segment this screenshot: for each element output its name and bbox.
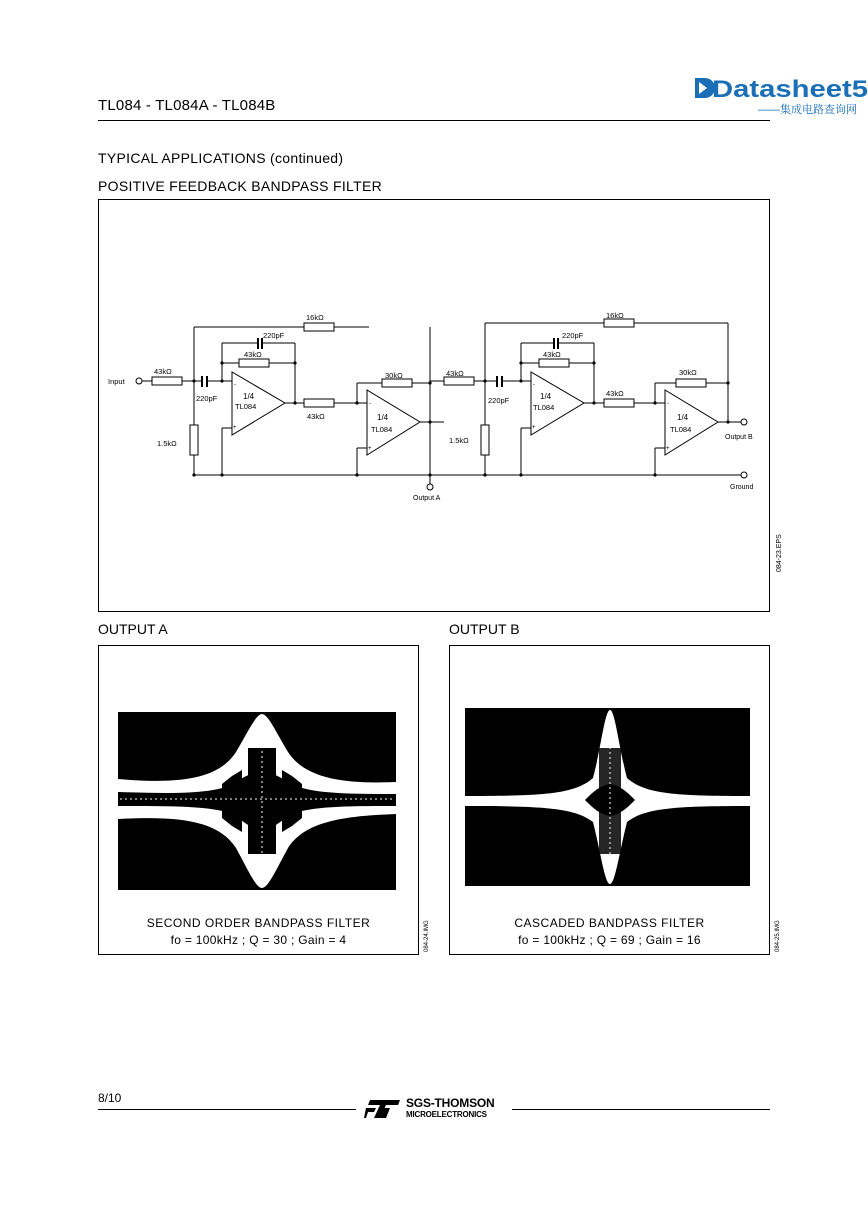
svg-text:+: + — [368, 446, 372, 452]
svg-text:-: - — [234, 382, 236, 388]
svg-text:16kΩ: 16kΩ — [606, 311, 624, 320]
svg-text:1.5kΩ: 1.5kΩ — [157, 439, 177, 448]
svg-text:+: + — [532, 425, 536, 431]
output-b-caption-params: fo = 100kHz ; Q = 69 ; Gain = 16 — [518, 933, 701, 947]
resistor-mid-a — [304, 399, 334, 407]
svg-text:220pF: 220pF — [196, 394, 218, 403]
output-b-panel — [449, 645, 770, 955]
output-b-figure-id: 084-25.IMG — [775, 920, 781, 952]
svg-text:TL084: TL084 — [371, 425, 393, 434]
svg-text:-: - — [667, 401, 669, 407]
output-b-caption-title: CASCADED BANDPASS FILTER — [514, 916, 705, 930]
footer-brand: SGS-THOMSON — [406, 1096, 495, 1110]
footer-brand-sub: MICROELECTRONICS — [406, 1110, 487, 1119]
bandpass-schematic — [98, 199, 770, 612]
svg-text:Output B: Output B — [725, 434, 753, 441]
output-a-caption-title: SECOND ORDER BANDPASS FILTER — [146, 916, 371, 930]
svg-text:220pF: 220pF — [488, 396, 510, 405]
svg-text:-: - — [369, 401, 371, 407]
svg-text:30kΩ: 30kΩ — [679, 368, 697, 377]
svg-text:Output A: Output A — [413, 495, 441, 502]
svg-text:1/4: 1/4 — [243, 392, 255, 401]
logo-text: Datasheet5 — [712, 76, 868, 103]
svg-text:220pF: 220pF — [562, 331, 584, 340]
footer-rule-right — [512, 1109, 770, 1110]
svg-text:43kΩ: 43kΩ — [543, 350, 561, 359]
resistor-fb-a — [239, 359, 269, 367]
output-a-heading: OUTPUT A — [98, 621, 168, 637]
schematic-figure-id: 084-23.EPS — [776, 534, 783, 572]
figure-heading: POSITIVE FEEDBACK BANDPASS FILTER — [98, 178, 383, 194]
resistor-r1 — [152, 377, 182, 385]
svg-text:43kΩ: 43kΩ — [154, 367, 172, 376]
svg-text:1/4: 1/4 — [377, 413, 389, 422]
svg-text:1.5kΩ: 1.5kΩ — [449, 436, 469, 445]
svg-text:1/4: 1/4 — [540, 392, 552, 401]
svg-text:+: + — [666, 446, 670, 452]
output-b-oscillogram — [465, 708, 750, 886]
resistor-shunt-a — [190, 425, 198, 455]
header-rule — [98, 120, 770, 121]
resistor-top-b — [604, 319, 634, 327]
st-logo-icon — [364, 1098, 402, 1125]
svg-text:220pF: 220pF — [263, 331, 285, 340]
svg-text:43kΩ: 43kΩ — [307, 412, 325, 421]
svg-text:43kΩ: 43kΩ — [244, 350, 262, 359]
svg-text:1/4: 1/4 — [677, 413, 689, 422]
svg-text:-: - — [533, 382, 535, 388]
resistor-fb2-a — [382, 379, 412, 387]
resistor-shunt-b — [481, 425, 489, 455]
svg-text:30kΩ: 30kΩ — [385, 371, 403, 380]
datasheet-logo — [690, 70, 868, 118]
resistor-mid-b — [604, 399, 634, 407]
svg-text:TL084: TL084 — [670, 425, 692, 434]
opamp-2 — [367, 390, 420, 455]
page-number: 8/10 — [98, 1091, 122, 1105]
svg-text:16kΩ: 16kΩ — [306, 313, 324, 322]
resistor-fb-b — [539, 359, 569, 367]
svg-text:TL084: TL084 — [235, 402, 257, 411]
opamp-4 — [665, 390, 718, 455]
input-label: Input — [108, 377, 125, 386]
document-title: TL084 - TL084A - TL084B — [98, 97, 276, 114]
resistor-in-b — [444, 377, 474, 385]
output-a-caption-params: fo = 100kHz ; Q = 30 ; Gain = 4 — [170, 933, 347, 947]
svg-text:43kΩ: 43kΩ — [446, 369, 464, 378]
output-a-panel — [98, 645, 419, 955]
svg-text:+: + — [233, 425, 237, 431]
section-heading: TYPICAL APPLICATIONS (continued) — [98, 150, 344, 166]
svg-text:43kΩ: 43kΩ — [606, 389, 624, 398]
output-a-oscillogram — [118, 712, 396, 890]
resistor-top-a — [304, 323, 334, 331]
output-b-heading: OUTPUT B — [449, 621, 520, 637]
svg-text:Ground: Ground — [730, 484, 754, 491]
footer-rule-left — [98, 1109, 356, 1110]
resistor-fb2-b — [676, 379, 706, 387]
logo-subtext: ——集成电路查询网 — [758, 104, 857, 116]
output-a-figure-id: 084-24.IMG — [424, 920, 430, 952]
svg-text:TL084: TL084 — [533, 403, 555, 412]
